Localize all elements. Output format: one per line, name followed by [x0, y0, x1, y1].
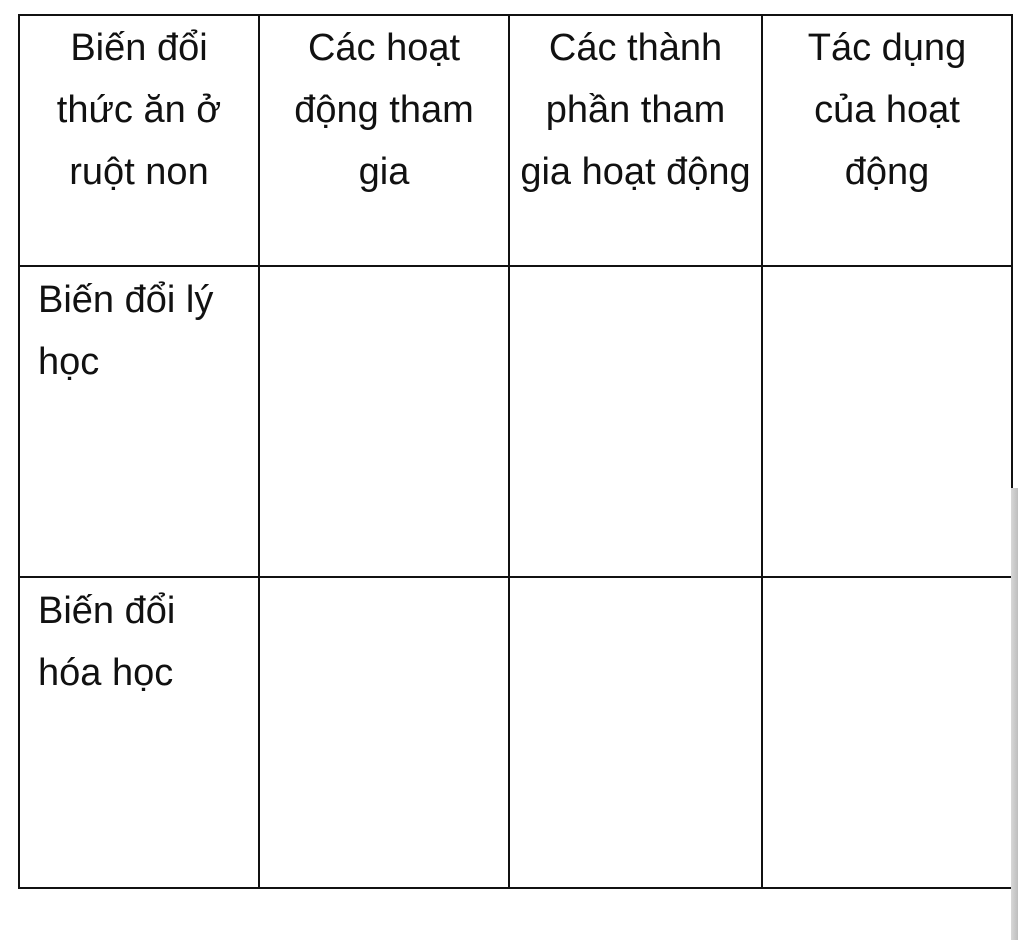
- header-cell-effects: [762, 15, 1012, 266]
- header-text-components: Các thành phần tham gia hoạt động: [520, 27, 751, 193]
- header-cell-activities: [259, 15, 509, 266]
- answer-cell-physical-effects[interactable]: [762, 266, 1012, 577]
- table-row-physical: [19, 266, 1012, 577]
- header-cell-transformation: [19, 15, 259, 266]
- digestion-table: [18, 14, 1013, 889]
- answer-cell-physical-activities[interactable]: [259, 266, 509, 577]
- answer-cell-chemical-effects[interactable]: [762, 577, 1012, 888]
- table-header-row: [19, 15, 1012, 266]
- header-cell-components: [509, 15, 762, 266]
- row-label-chemical: Biến đổi hóa học: [38, 590, 176, 694]
- table-row-chemical: [19, 577, 1012, 888]
- answer-cell-chemical-components[interactable]: [509, 577, 762, 888]
- answer-cell-physical-components[interactable]: [509, 266, 762, 577]
- header-text-transformation: Biến đổi thức ăn ở ruột non: [56, 27, 222, 193]
- row-label-cell-physical: [19, 266, 259, 577]
- row-label-cell-chemical: [19, 577, 259, 888]
- answer-cell-chemical-activities[interactable]: [259, 577, 509, 888]
- page-edge-shadow: [1011, 488, 1018, 940]
- header-text-effects: Tác dụng của hoạt động: [807, 27, 967, 193]
- header-text-activities: Các hoạt động tham gia: [294, 27, 474, 193]
- row-label-physical: Biến đổi lý học: [38, 279, 214, 383]
